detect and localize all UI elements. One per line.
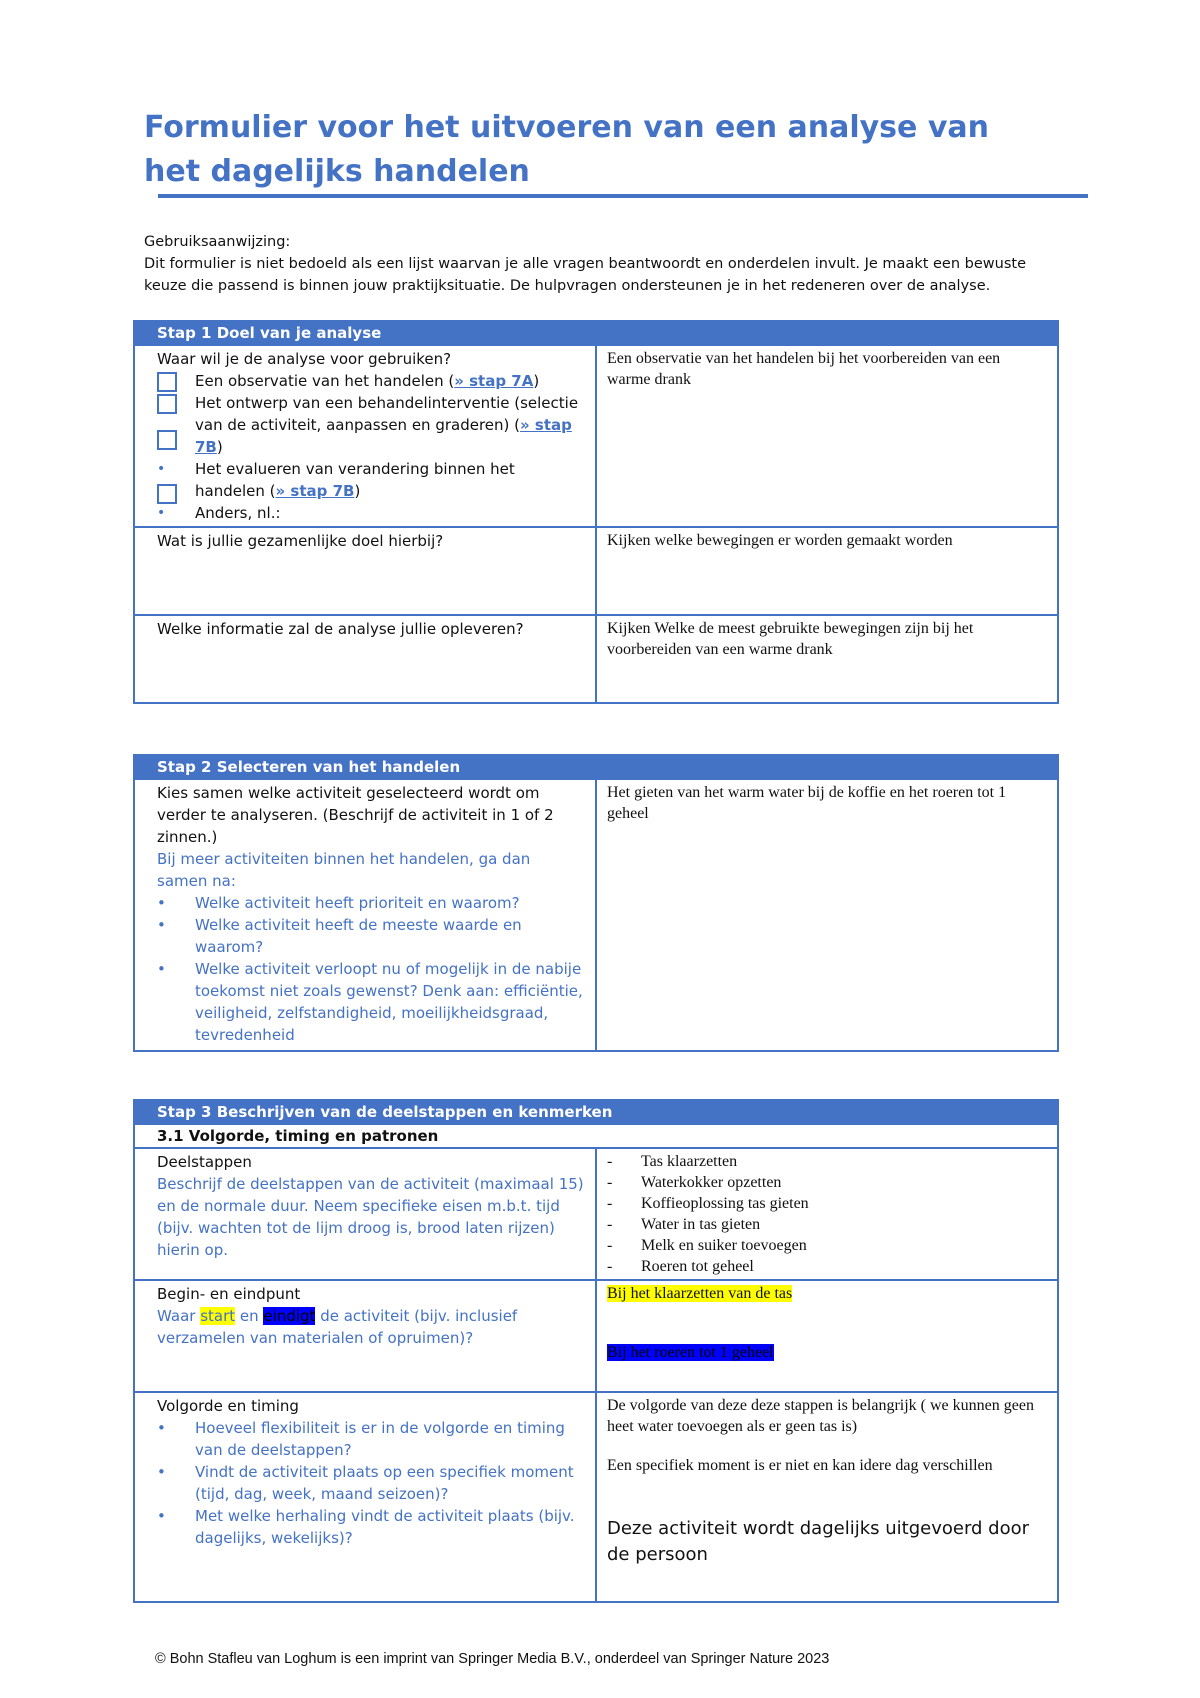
step2-q-cell [134, 779, 596, 1051]
step2-answer[interactable]: Het gieten van het warm water bij de koffie en het roeren tot 1 geheel [596, 779, 1058, 1051]
list-item: • Vindt de activiteit plaats op een specifiek moment (tijd, dag, week, maand seizoen)? [157, 1461, 585, 1505]
volgorde-answer[interactable] [596, 1392, 1058, 1602]
list-item: - Waterkokker opzetten [597, 1172, 1047, 1193]
step2-intro: Bij meer activiteiten binnen het handelen, ga dan samen na: [157, 850, 531, 890]
page-title: Formulier voor het uitvoeren van een analyse van het dagelijks handelen [144, 110, 989, 189]
begin-eind-text: Waar start en eindigt de activiteit (bijv. inclusief verzamelen van materialen of opruimen)? [157, 1307, 518, 1347]
eind-answer: Bij het roeren tot 1 geheel [607, 1344, 774, 1361]
list-item: - Roeren tot geheel [597, 1256, 1047, 1277]
list-item: • Hoeveel flexibiliteit is er in de volgorde en timing van de deelstappen? [157, 1417, 585, 1461]
list-item: • Welke activiteit heeft prioriteit en waarom? [157, 892, 585, 914]
step1-q3: Welke informatie zal de analyse jullie opleveren? [134, 615, 596, 703]
option-evalueren[interactable]: • Het evalueren van verandering binnen het handelen (» stap 7B) [157, 458, 585, 502]
step1-q1: Waar wil je de analyse voor gebruiken? [157, 350, 452, 368]
title-divider [158, 194, 1088, 198]
volgorde-answer-3: Deze activiteit wordt dagelijks uitgevoerd door de persoon [607, 1518, 1030, 1565]
begin-answer: Bij het klaarzetten van de tas [607, 1285, 793, 1302]
checkbox[interactable] [157, 484, 177, 504]
step3-table [133, 1099, 1059, 1603]
list-item: - Tas klaarzetten [597, 1151, 1047, 1172]
deelstappen-answer[interactable] [596, 1148, 1058, 1280]
highlight-start: start [200, 1307, 236, 1325]
step2-bullets [157, 892, 585, 1046]
step1-a1[interactable]: Een observatie van het handelen bij het voorbereiden van een warme drank [596, 345, 1058, 527]
checkbox[interactable] [157, 372, 177, 392]
deelstappen-cell [134, 1148, 596, 1280]
step2-header: Stap 2 Selecteren van het handelen [134, 755, 1058, 779]
list-item: - Koffieoplossing tas gieten [597, 1193, 1047, 1214]
step2-question: Kies samen welke activiteit geselecteerd wordt om verder te analyseren. (Beschrijf de activiteit in 1 of 2 zinnen.) [157, 784, 554, 846]
link-stap-7b-2[interactable]: » stap 7B [275, 482, 355, 500]
option-observatie[interactable]: Een observatie van het handelen (» stap 7A) [157, 370, 585, 392]
bullet-icon: • [157, 461, 166, 477]
volgorde-title: Volgorde en timing [157, 1397, 299, 1415]
step1-a3[interactable]: Kijken Welke de meest gebruikte bewegingen zijn bij het voorbereiden van een warme drank [596, 615, 1058, 703]
step3-header: Stap 3 Beschrijven van de deelstappen en kenmerken [134, 1100, 1058, 1124]
step3-subheader: 3.1 Volgorde, timing en patronen [134, 1124, 1058, 1148]
usage-text: Dit formulier is niet bedoeld als een lijst waarvan je alle vragen beantwoordt en onderdelen invult. Je maakt een bewuste keuze die passend is binnen jouw praktijksituatie. De hulpvragen ondersteunen je in het redeneren over de analyse. [144, 256, 1026, 294]
usage-instructions [144, 231, 1064, 297]
step2-table [133, 754, 1059, 1052]
usage-heading: Gebruiksaanwijzing: [144, 234, 291, 250]
list-item: - Melk en suiker toevoegen [597, 1235, 1047, 1256]
volgorde-cell [134, 1392, 596, 1602]
list-item: • Welke activiteit verloopt nu of mogelijk in de nabije toekomst niet zoals gewenst? Denk aan: efficiëntie, veiligheid, zelfstandigheid, moeilijkheidsgraad, tevredenheid [157, 958, 585, 1046]
bullet-icon: • [157, 505, 166, 521]
deelstappen-text: Beschrijf de deelstappen van de activiteit (maximaal 15) en de normale duur. Neem specifieke eisen m.b.t. tijd (bijv. wachten tot de lijm droog is, brood laten rijzen) hierin op. [157, 1175, 584, 1259]
begin-eind-title: Begin- en eindpunt [157, 1285, 301, 1303]
step1-a2[interactable]: Kijken welke bewegingen er worden gemaakt worden [596, 527, 1058, 615]
option-ontwerp[interactable]: Het ontwerp van een behandelinterventie (selectie van de activiteit, aanpassen en graderen) (» stap 7B) [157, 392, 585, 458]
deelstappen-list [597, 1151, 1047, 1277]
step1-header: Stap 1 Doel van je analyse [134, 321, 1058, 345]
list-item: • Welke activiteit heeft de meeste waarde en waarom? [157, 914, 585, 958]
step1-q1-cell [134, 345, 596, 527]
volgorde-answer-1: De volgorde van deze deze stappen is belangrijk ( we kunnen geen heet water toevoegen als er geen tas is) [607, 1397, 1034, 1435]
list-item: - Water in tas gieten [597, 1214, 1047, 1235]
begin-eind-cell [134, 1280, 596, 1392]
footer-copyright: © Bohn Stafleu van Loghum is een imprint van Springer Media B.V., onderdeel van Springer Nature 2023 [155, 1651, 830, 1667]
step1-table [133, 320, 1059, 704]
option-anders[interactable]: • Anders, nl.: [157, 504, 281, 522]
link-stap-7a[interactable]: » stap 7A [454, 372, 534, 390]
begin-eind-answer[interactable] [596, 1280, 1058, 1392]
checkbox[interactable] [157, 394, 177, 414]
volgorde-answer-2: Een specifiek moment is er niet en kan idere dag verschillen [607, 1457, 993, 1474]
deelstappen-title: Deelstappen [157, 1153, 252, 1171]
list-item: • Met welke herhaling vindt de activiteit plaats (bijv. dagelijks, wekelijks)? [157, 1505, 585, 1549]
checkbox[interactable] [157, 430, 177, 450]
step1-q2: Wat is jullie gezamenlijke doel hierbij? [134, 527, 596, 615]
volgorde-bullets [157, 1417, 585, 1549]
highlight-eindigt: eindigt [263, 1307, 316, 1325]
link-stap-7b[interactable]: » stap 7B [195, 416, 572, 456]
